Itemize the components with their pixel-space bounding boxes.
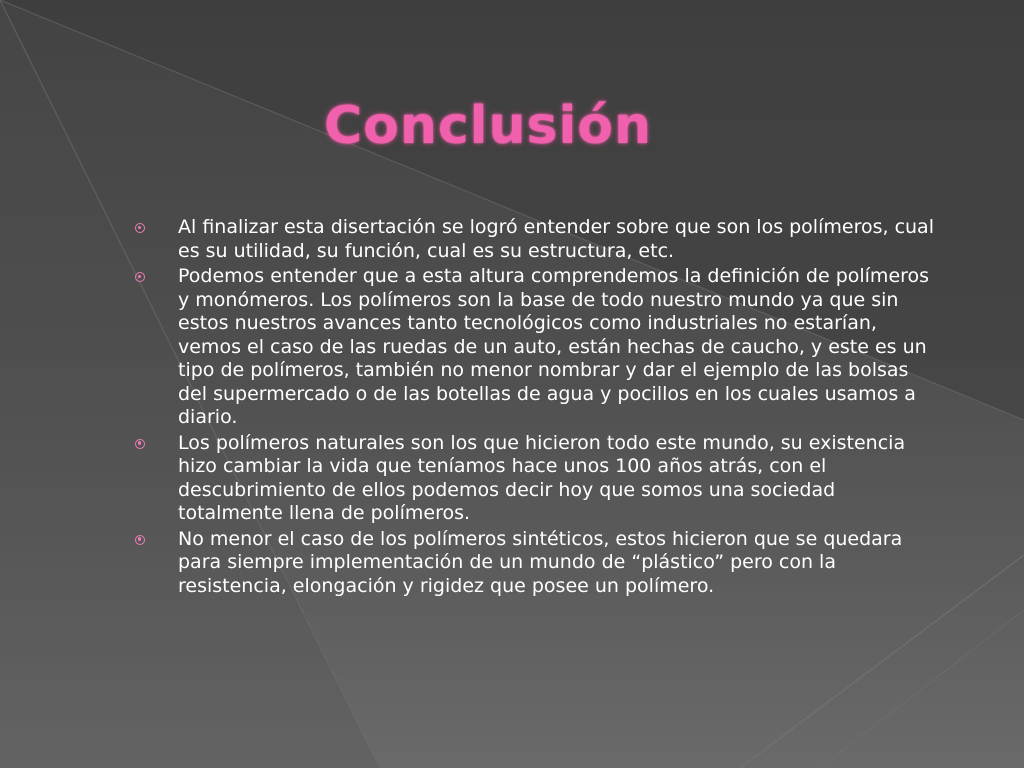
target-bullet-icon <box>135 272 145 282</box>
bullet-item-3 <box>128 432 938 526</box>
bullet-text: No menor el caso de los polímeros sintéticos, estos hicieron que se quedara para siempre implementación de un mundo de “plástico” pero con la resistencia, elongación y rigidez que posee un polímero. <box>178 527 903 597</box>
bullet-list <box>128 216 938 598</box>
background-line-bottom-right-2 <box>820 610 1024 768</box>
bullet-item-4 <box>128 528 938 599</box>
slide-title: Conclusión <box>323 96 653 156</box>
target-bullet-icon <box>135 223 145 233</box>
bullet-item-2 <box>128 265 938 430</box>
slide-content <box>128 216 938 600</box>
bullet-item-1 <box>128 216 938 263</box>
target-bullet-icon <box>135 439 145 449</box>
bullet-text: Al finalizar esta disertación se logró entender sobre que son los polímeros, cual es su utilidad, su función, cual es su estructura, etc. <box>178 216 934 262</box>
target-bullet-icon <box>135 535 145 545</box>
bullet-text: Podemos entender que a esta altura comprendemos la definición de polímeros y monómeros. Los polímeros son la base de todo nuestro mundo ya que sin estos nuestros avances tanto tecnológicos como industriales no estarían, vemos el caso de las ruedas de un auto, están hechas de caucho, y este es un tipo de polímeros, también no menor nombrar y dar el ejemplo de las bolsas del supermercado o de las botellas de agua y pocillos en los cuales usamos a diario. <box>178 265 930 428</box>
bullet-text: Los polímeros naturales son los que hicieron todo este mundo, su existencia hizo cambiar la vida que teníamos hace unos 100 años atrás, con el descubrimiento de ellos podemos decir hoy que somos una sociedad totalmente llena de polímeros. <box>178 431 906 524</box>
